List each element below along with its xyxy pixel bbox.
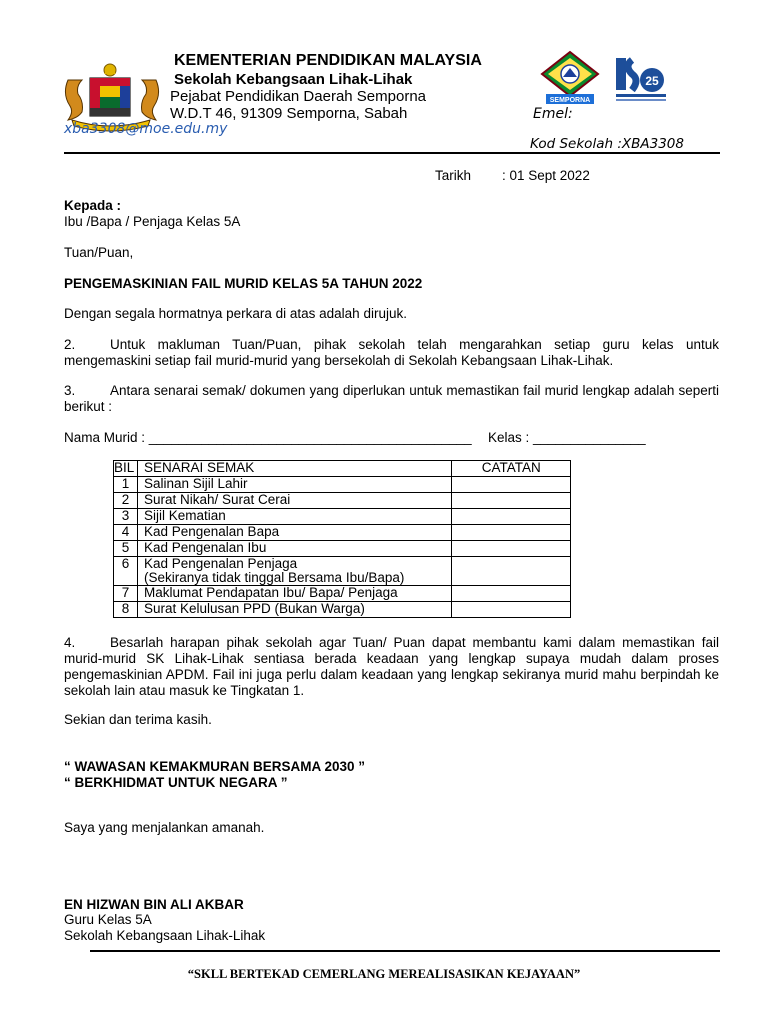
- row-item: Surat Nikah/ Surat Cerai: [137, 493, 452, 509]
- table-row: [114, 602, 571, 618]
- header-item: SENARAI SEMAK: [137, 461, 452, 477]
- row-item: Surat Kelulusan PPD (Bukan Warga): [137, 602, 452, 618]
- row-note: [452, 525, 571, 541]
- table-row: [114, 493, 571, 509]
- row-item: Kad Pengenalan Ibu: [137, 541, 452, 557]
- slogan-2: “ BERKHIDMAT UNTUK NEGARA ”: [64, 775, 288, 790]
- ministry-name: KEMENTERIAN PENDIDIKAN MALAYSIA: [174, 52, 482, 69]
- footer-motto: “SKLL BERTEKAD CEMERLANG MEREALISASIKAN KEJAYAAN”: [187, 967, 581, 981]
- trust-line: Saya yang menjalankan amanah.: [64, 820, 265, 835]
- row-number: 8: [114, 602, 138, 618]
- row-note: [452, 477, 571, 493]
- recipient-value: Ibu /Bapa / Penjaga Kelas 5A: [64, 214, 241, 229]
- logo2-text: 25: [645, 74, 659, 88]
- signer-school: Sekolah Kebangsaan Lihak-Lihak: [64, 928, 266, 943]
- header-bil: BIL: [114, 461, 138, 477]
- row-number: 2: [114, 493, 138, 509]
- row-note: [452, 509, 571, 525]
- table-row: [114, 586, 571, 602]
- row-item: [137, 557, 452, 586]
- row-number: 6: [114, 557, 138, 586]
- table-row: [114, 557, 571, 586]
- table-row: [114, 477, 571, 493]
- recipient-label: Kepada :: [64, 198, 122, 213]
- date-value: : 01 Sept 2022: [502, 168, 590, 183]
- student-name-field: Nama Murid : ___________________________________________: [64, 430, 472, 445]
- row-note: [452, 557, 571, 586]
- date-label: Tarikh: [435, 168, 472, 183]
- letter-subject: PENGEMASKINIAN FAIL MURID KELAS 5A TAHUN 2022: [64, 276, 423, 291]
- row-note: [452, 541, 571, 557]
- table-row: [114, 525, 571, 541]
- row-item-line2: (Sekiranya tidak tinggal Bersama Ibu/Bapa): [143, 570, 405, 585]
- paragraph-4-text: Besarlah harapan pihak sekolah agar Tuan/ Puan dapat membantu kami dalam memastikan fail murid-murid SK Lihak-Lihak sentiasa berada keadaan yang lengkap supaya mudah dalam proses pengemaskinian APDM. Fail ini juga perlu dalam keadaan yang lengkap sekiranya murid mahu berpindah ke sekolah lain atau masuk ke Tingkatan 1.: [64, 635, 719, 698]
- row-number: 3: [114, 509, 138, 525]
- checklist-table: [113, 460, 571, 618]
- row-number: 4: [114, 525, 138, 541]
- class-field: Kelas : _______________: [488, 430, 646, 445]
- semporna-district-logo: [538, 50, 602, 106]
- row-item: Salinan Sijil Lahir: [137, 477, 452, 493]
- paragraph-2-number: 2.: [64, 337, 76, 352]
- school-address: W.D.T 46, 91309 Semporna, Sabah: [170, 105, 408, 122]
- table-row: [114, 541, 571, 557]
- row-item: Kad Pengenalan Bapa: [137, 525, 452, 541]
- paragraph-3-number: 3.: [64, 383, 76, 398]
- row-number: 5: [114, 541, 138, 557]
- row-number: 1: [114, 477, 138, 493]
- school-name: Sekolah Kebangsaan Lihak-Lihak: [174, 71, 413, 88]
- district-office: Pejabat Pendidikan Daerah Semporna: [170, 88, 427, 105]
- paragraph-4: [64, 635, 719, 699]
- row-item: Maklumat Pendapatan Ibu/ Bapa/ Penjaga: [137, 586, 452, 602]
- paragraph-3: [64, 383, 719, 415]
- slogan-1: “ WAWASAN KEMAKMURAN BERSAMA 2030 ”: [64, 759, 366, 774]
- paragraph-4-number: 4.: [64, 635, 76, 650]
- salutation: Tuan/Puan,: [64, 245, 134, 260]
- header-note: CATATAN: [452, 461, 571, 477]
- email-label: Emel:: [533, 106, 573, 122]
- table-header-row: [114, 461, 571, 477]
- logo1-text: SEMPORNA: [549, 97, 591, 104]
- closing-line: Sekian dan terima kasih.: [64, 712, 212, 727]
- row-item: Sijil Kematian: [137, 509, 452, 525]
- paragraph-2: [64, 337, 719, 369]
- footer-divider: [90, 950, 720, 952]
- paragraph-2-text: Untuk makluman Tuan/Puan, pihak sekolah telah mengarahkan setiap guru kelas untuk mengemaskini setiap fail murid-murid yang bersekolah di Sekolah Kebangsaan Lihak-Lihak.: [64, 337, 719, 368]
- row-note: [452, 493, 571, 509]
- table-row: [114, 509, 571, 525]
- row-note: [452, 586, 571, 602]
- paragraph-3-text: Antara senarai semak/ dokumen yang diperlukan untuk memastikan fail murid lengkap adalah seperti berikut :: [64, 383, 719, 414]
- email-link[interactable]: xba3308@moe.edu.my: [64, 121, 228, 137]
- header-divider: [64, 152, 720, 154]
- row-note: [452, 602, 571, 618]
- school-code: Kod Sekolah :XBA3308: [530, 136, 684, 152]
- row-item-line1: Kad Pengenalan Penjaga: [143, 556, 298, 571]
- row-number: 7: [114, 586, 138, 602]
- signer-title: Guru Kelas 5A: [64, 912, 152, 927]
- signer-name: EN HIZWAN BIN ALI AKBAR: [64, 897, 244, 912]
- jpn-logo: [614, 54, 668, 104]
- paragraph-1: Dengan segala hormatnya perkara di atas adalah dirujuk.: [64, 306, 407, 321]
